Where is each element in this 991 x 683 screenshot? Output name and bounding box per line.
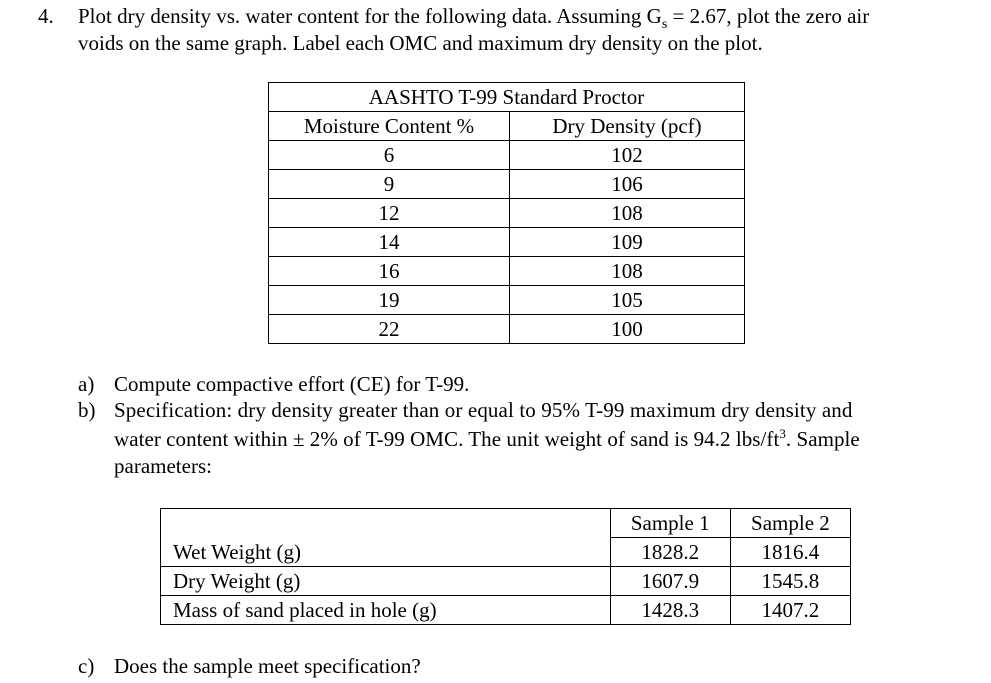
- proctor-header-row: [269, 112, 745, 141]
- sample-1-value: 1828.2: [610, 538, 730, 567]
- moisture-cell: 14: [269, 228, 510, 257]
- density-cell: 108: [510, 257, 745, 286]
- moisture-cell: 12: [269, 199, 510, 228]
- question-line-2: voids on the same graph. Label each OMC and maximum dry density on the plot.: [78, 31, 763, 55]
- cubic-superscript: 3: [779, 426, 786, 441]
- part-b-line-2-pre: water content within ± 2% of T-99 OMC. The unit weight of sand is 94.2 lbs/ft: [114, 427, 780, 451]
- row-label: Wet Weight (g): [161, 538, 611, 567]
- row-label: Dry Weight (g): [161, 567, 611, 596]
- proctor-title-row: [269, 83, 745, 112]
- table-row: [269, 228, 745, 257]
- row-label: Mass of sand placed in hole (g): [161, 596, 611, 625]
- sample-1-value: 1607.9: [610, 567, 730, 596]
- table-row: [161, 596, 851, 625]
- part-b-line-2: [114, 426, 971, 452]
- table-row: [269, 315, 745, 344]
- sample-2-value: 1545.8: [730, 567, 850, 596]
- part-a-text: Compute compactive effort (CE) for T-99.: [114, 372, 470, 396]
- density-cell: 109: [510, 228, 745, 257]
- table-row: [161, 567, 851, 596]
- table-row: [161, 538, 851, 567]
- sample-header-row: [161, 509, 851, 538]
- question-number: 4.: [38, 4, 54, 28]
- density-cell: 106: [510, 170, 745, 199]
- moisture-cell: 9: [269, 170, 510, 199]
- density-cell: 108: [510, 199, 745, 228]
- part-b-line-3: parameters:: [114, 454, 212, 478]
- table-row: [269, 286, 745, 315]
- sample-1-header: Sample 1: [610, 509, 730, 538]
- sample-1-value: 1428.3: [610, 596, 730, 625]
- table-row: [269, 257, 745, 286]
- density-cell: 102: [510, 141, 745, 170]
- moisture-header: Moisture Content %: [269, 112, 510, 141]
- table-row: [269, 199, 745, 228]
- proctor-title: AASHTO T-99 Standard Proctor: [269, 83, 745, 112]
- sample-2-value: 1407.2: [730, 596, 850, 625]
- density-header: Dry Density (pcf): [510, 112, 745, 141]
- table-row: [269, 170, 745, 199]
- density-cell: 105: [510, 286, 745, 315]
- part-b-label: b): [78, 398, 96, 422]
- gs-subscript: s: [661, 17, 668, 33]
- sample-table: [160, 508, 851, 625]
- question-line-1-text: Plot dry density vs. water content for the following data. Assuming G: [78, 4, 662, 28]
- proctor-table: [268, 82, 745, 344]
- sample-header-blank: [161, 509, 611, 538]
- part-b-line-1: Specification: dry density greater than or equal to 95% T-99 maximum dry density and: [114, 398, 853, 422]
- part-b-line-2-post: . Sample: [785, 427, 860, 451]
- sample-2-header: Sample 2: [730, 509, 850, 538]
- question-line-1-end: = 2.67, plot the zero air: [667, 4, 870, 28]
- moisture-cell: 16: [269, 257, 510, 286]
- part-a-label: a): [78, 372, 95, 396]
- part-c-label: c): [78, 654, 95, 678]
- question-line-1: [78, 4, 869, 33]
- moisture-cell: 6: [269, 141, 510, 170]
- moisture-cell: 19: [269, 286, 510, 315]
- part-c-text: Does the sample meet specification?: [114, 654, 421, 678]
- density-cell: 100: [510, 315, 745, 344]
- table-row: [269, 141, 745, 170]
- sample-2-value: 1816.4: [730, 538, 850, 567]
- moisture-cell: 22: [269, 315, 510, 344]
